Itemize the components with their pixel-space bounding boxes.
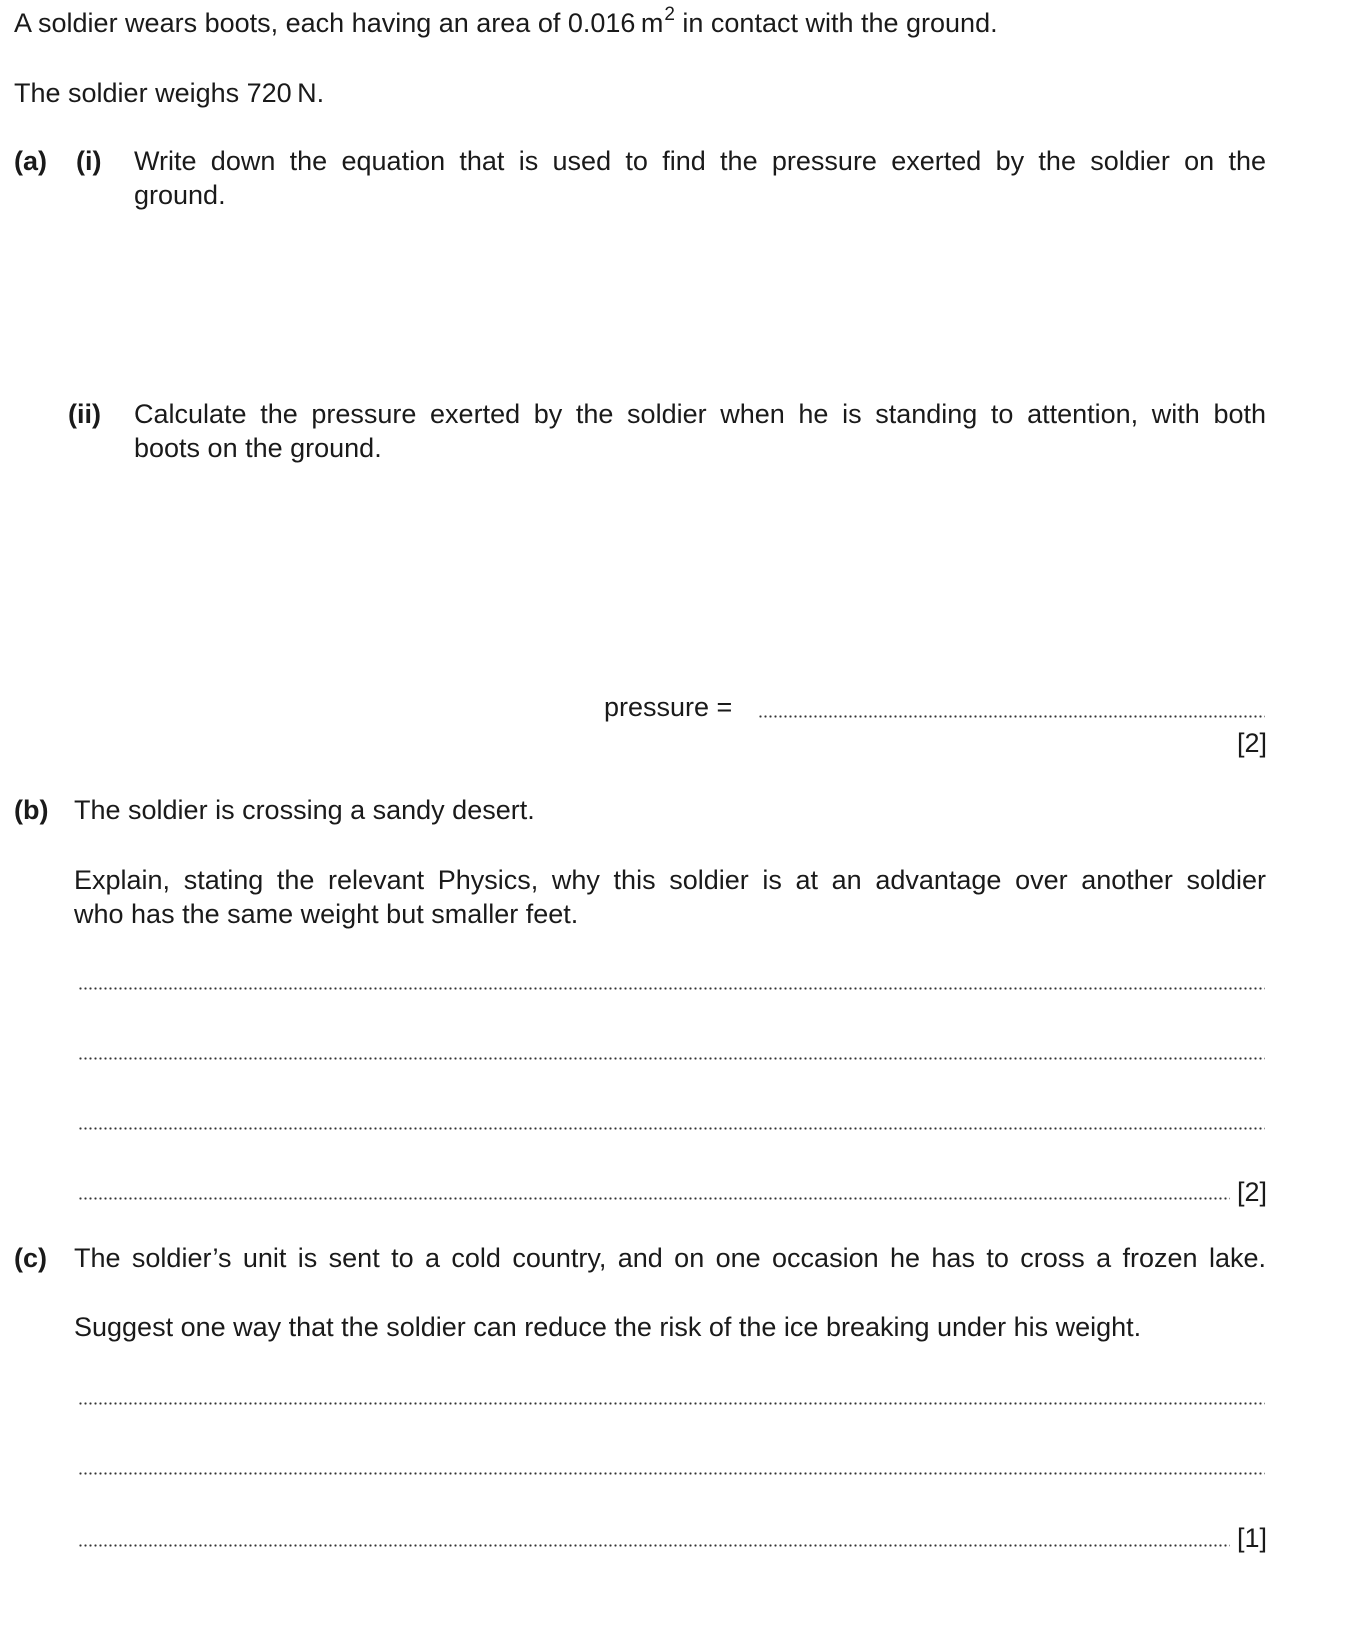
part-c-question-line-2: Suggest one way that the soldier can reduce the risk of the ice breaking under his weight. [74,1312,1142,1342]
part-a-i-label: (i) [76,146,102,176]
intro-line-1-tail: in contact with the ground. [674,8,998,38]
intro-line-1-superscript: 2 [664,4,675,25]
part-c-answer-line-2[interactable] [78,1472,1265,1475]
part-b-answer-line-1[interactable] [78,987,1265,990]
part-a-i-question-line-1: Write down the equation that is used to find the pressure exerted by the soldier on the [134,146,1266,176]
part-b-question-line-2: Explain, stating the relevant Physics, why this soldier is at an advantage over another soldier [74,865,1266,895]
part-a-ii-question-line-1: Calculate the pressure exerted by the soldier when he is standing to attention, with both [134,399,1266,429]
part-a-marks: [2] [1236,728,1267,758]
part-a-ii-label: (ii) [68,399,101,429]
part-a-label: (a) [14,146,47,176]
part-c-answer-line-1[interactable] [78,1402,1265,1405]
part-b-question-line-3: who has the same weight but smaller feet. [74,899,579,929]
pressure-answer-line[interactable] [758,715,1265,718]
part-b-question-line-1: The soldier is crossing a sandy desert. [74,795,535,825]
part-c-question-line-1: The soldier’s unit is sent to a cold country, and on one occasion he has to cross a frozen lake. [74,1243,1266,1273]
intro-line-1 [14,6,998,44]
part-b-answer-line-4[interactable] [78,1197,1230,1200]
part-b-answer-line-2[interactable] [78,1057,1265,1060]
intro-line-2: The soldier weighs 720 N. [14,78,325,108]
part-c-label: (c) [14,1243,47,1273]
part-c-marks: [1] [1236,1523,1267,1553]
part-a-ii-question-line-2: boots on the ground. [134,433,382,463]
pressure-answer-label: pressure = [604,692,733,722]
part-b-answer-line-3[interactable] [78,1127,1265,1130]
intro-line-1-text: A soldier wears boots, each having an area of 0.016 m [14,8,664,38]
part-b-label: (b) [14,795,49,825]
part-c-answer-line-3[interactable] [78,1544,1230,1547]
part-a-i-question-line-2: ground. [134,180,226,210]
part-b-marks: [2] [1236,1177,1267,1207]
